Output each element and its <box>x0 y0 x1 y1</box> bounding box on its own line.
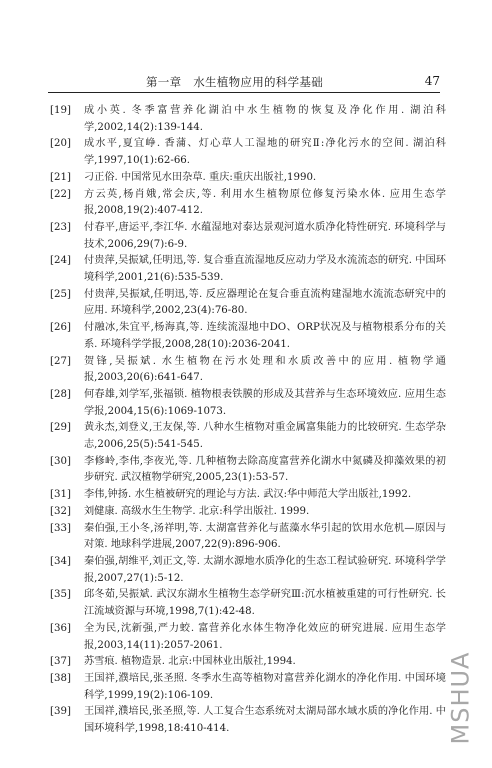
reference-number: [34] <box>50 555 71 567</box>
reference-text: 方云英,杨肖娥,常会庆,等. 利用水生植物原位修复污染水体. 应用生态学报,2008,19(2):407-412. <box>84 188 446 217</box>
reference-item <box>50 621 446 654</box>
reference-item <box>50 654 446 671</box>
reference-item <box>50 387 446 420</box>
reference-item <box>50 704 446 737</box>
reference-item <box>50 554 446 587</box>
reference-number: [28] <box>50 388 71 400</box>
reference-number: [21] <box>50 171 71 183</box>
reference-item <box>50 354 446 387</box>
reference-item <box>50 220 446 253</box>
reference-item <box>50 287 446 320</box>
reference-item <box>50 136 446 169</box>
reference-number: [31] <box>50 489 71 501</box>
reference-text: 王国祥,濮培民,张圣照. 冬季水生高等植物对富营养化湖水的净化作用. 中国环境科学,1999,19(2):106-109. <box>84 672 446 701</box>
reference-text: 成水平,夏宜峥. 香蒲、灯心草人工湿地的研究Ⅱ:净化污水的空间. 湖泊科学,1997,10(1):62-66. <box>84 138 446 167</box>
chapter-title: 第一章 水生植物应用的科学基础 <box>146 75 323 89</box>
reference-item <box>50 587 446 620</box>
reference-text: 何春雄,刘学军,张福锁. 植物根表铁膜的形成及其营养与生态环境效应. 应用生态学报,2004,15(6):1069-1073. <box>84 388 446 417</box>
reference-number: [37] <box>50 656 71 668</box>
reference-number: [25] <box>50 288 71 300</box>
reference-text: 付春平,唐运平,李江华. 水蕴湿地对泰达景观河道水质净化特性研究. 环境科学与技术,2006,29(7):6-9. <box>84 221 446 250</box>
reference-text: 成小英. 冬季富营养化湖泊中水生植物的恢复及净化作用. 湖泊科学,2002,14(2):139-144. <box>84 105 446 133</box>
reference-text: 刘健康. 高级水生生物学. 北京:科学出版社. 1999. <box>84 505 310 517</box>
reference-text: 邱冬茹,吴振斌. 武汉东湖水生植物生态学研究Ⅲ:沉水植被重建的可行性研究. 长江流域资源与环境,1998,7(1):42-48. <box>84 589 446 618</box>
reference-number: [29] <box>50 422 71 434</box>
reference-number: [33] <box>50 522 71 534</box>
reference-number: [30] <box>50 455 71 467</box>
reference-text: 秦伯强,王小冬,汤祥明,等. 太湖富营养化与蓝藻水华引起的饮用水危机—原因与对策. 地球科学进展,2007,22(9):896-906. <box>84 522 446 551</box>
reference-item <box>50 504 446 521</box>
reference-number: [20] <box>50 138 71 150</box>
reference-list <box>50 103 446 738</box>
reference-item <box>50 420 446 453</box>
reference-text: 王国祥,濮培民,张圣照,等. 人工复合生态系统对太湖局部水域水质的净化作用. 中国环境科学,1998,18:410-414. <box>84 706 446 735</box>
reference-text: 全为民,沈新强,严力蛟. 富营养化水体生物净化效应的研究进展. 应用生态学报,2003,14(11):2057-2061. <box>84 622 446 651</box>
reference-text: 秦伯强,胡维平,刘正文,等. 太湖水源地水质净化的生态工程试验研究. 环境科学学报,2007,27(1):5-12. <box>84 555 446 584</box>
reference-text: 李修岭,李伟,李夜光,等. 几种植物去除高度富营养化湖水中氮磷及抑藻效果的初步研究. 武汉植物学研究,2005,23(1):53-57. <box>84 455 446 484</box>
reference-text: 刁正俗. 中国常见水田杂草. 重庆:重庆出版社,1990. <box>84 171 317 183</box>
reference-item <box>50 170 446 187</box>
watermark <box>446 638 486 758</box>
reference-text: 李伟,钟扬. 水生植被研究的理论与方法. 武汉:华中师范大学出版社,1992. <box>84 489 412 501</box>
reference-number: [26] <box>50 322 71 334</box>
reference-number: [32] <box>50 505 71 517</box>
reference-number: [35] <box>50 589 71 601</box>
reference-text: 付贵萍,吴振斌,任明迅,等. 复合垂直流湿地反应动力学及水流流态的研究. 中国环境科学,2001,21(6):535-539. <box>84 255 446 284</box>
reference-number: [39] <box>50 706 71 718</box>
running-header <box>48 74 440 92</box>
reference-item <box>50 320 446 353</box>
reference-item <box>50 454 446 487</box>
reference-item <box>50 103 446 136</box>
reference-number: [19] <box>50 105 71 116</box>
reference-item <box>50 253 446 286</box>
reference-item <box>50 487 446 504</box>
reference-number: [23] <box>50 221 71 233</box>
reference-text: 贺锋,吴振斌. 水生植物在污水处理和水质改善中的应用. 植物学通报,2003,20(6):641-647. <box>84 355 446 384</box>
reference-number: [36] <box>50 622 71 634</box>
reference-text: 付贵萍,吴振斌,任明迅,等. 反应器理论在复合垂直流构建湿地水流流态研究中的应用. 环境科学,2002,23(4):76-80. <box>84 288 446 317</box>
reference-number: [38] <box>50 672 71 684</box>
reference-text: 付融冰,朱宜平,杨海真,等. 连续流湿地中DO、ORP状况及与植物根系分布的关系. 环境科学学报,2008,28(10):2036-2041. <box>84 322 446 350</box>
reference-item <box>50 187 446 220</box>
reference-item <box>50 671 446 704</box>
reference-text: 苏雪痕. 植物造景. 北京:中国林业出版社,1994. <box>84 656 296 668</box>
reference-item <box>50 521 446 554</box>
reference-text: 黄永杰,刘登义,王友保,等. 八种水生植物对重金属富集能力的比较研究. 生态学杂志,2006,25(5):541-545. <box>84 422 446 451</box>
reference-number: [22] <box>50 188 71 200</box>
reference-number: [24] <box>50 255 71 267</box>
page-number: 47 <box>424 74 440 88</box>
header-rule <box>48 92 440 93</box>
reference-number: [27] <box>50 355 71 367</box>
watermark-text: MSHUA <box>446 651 475 745</box>
